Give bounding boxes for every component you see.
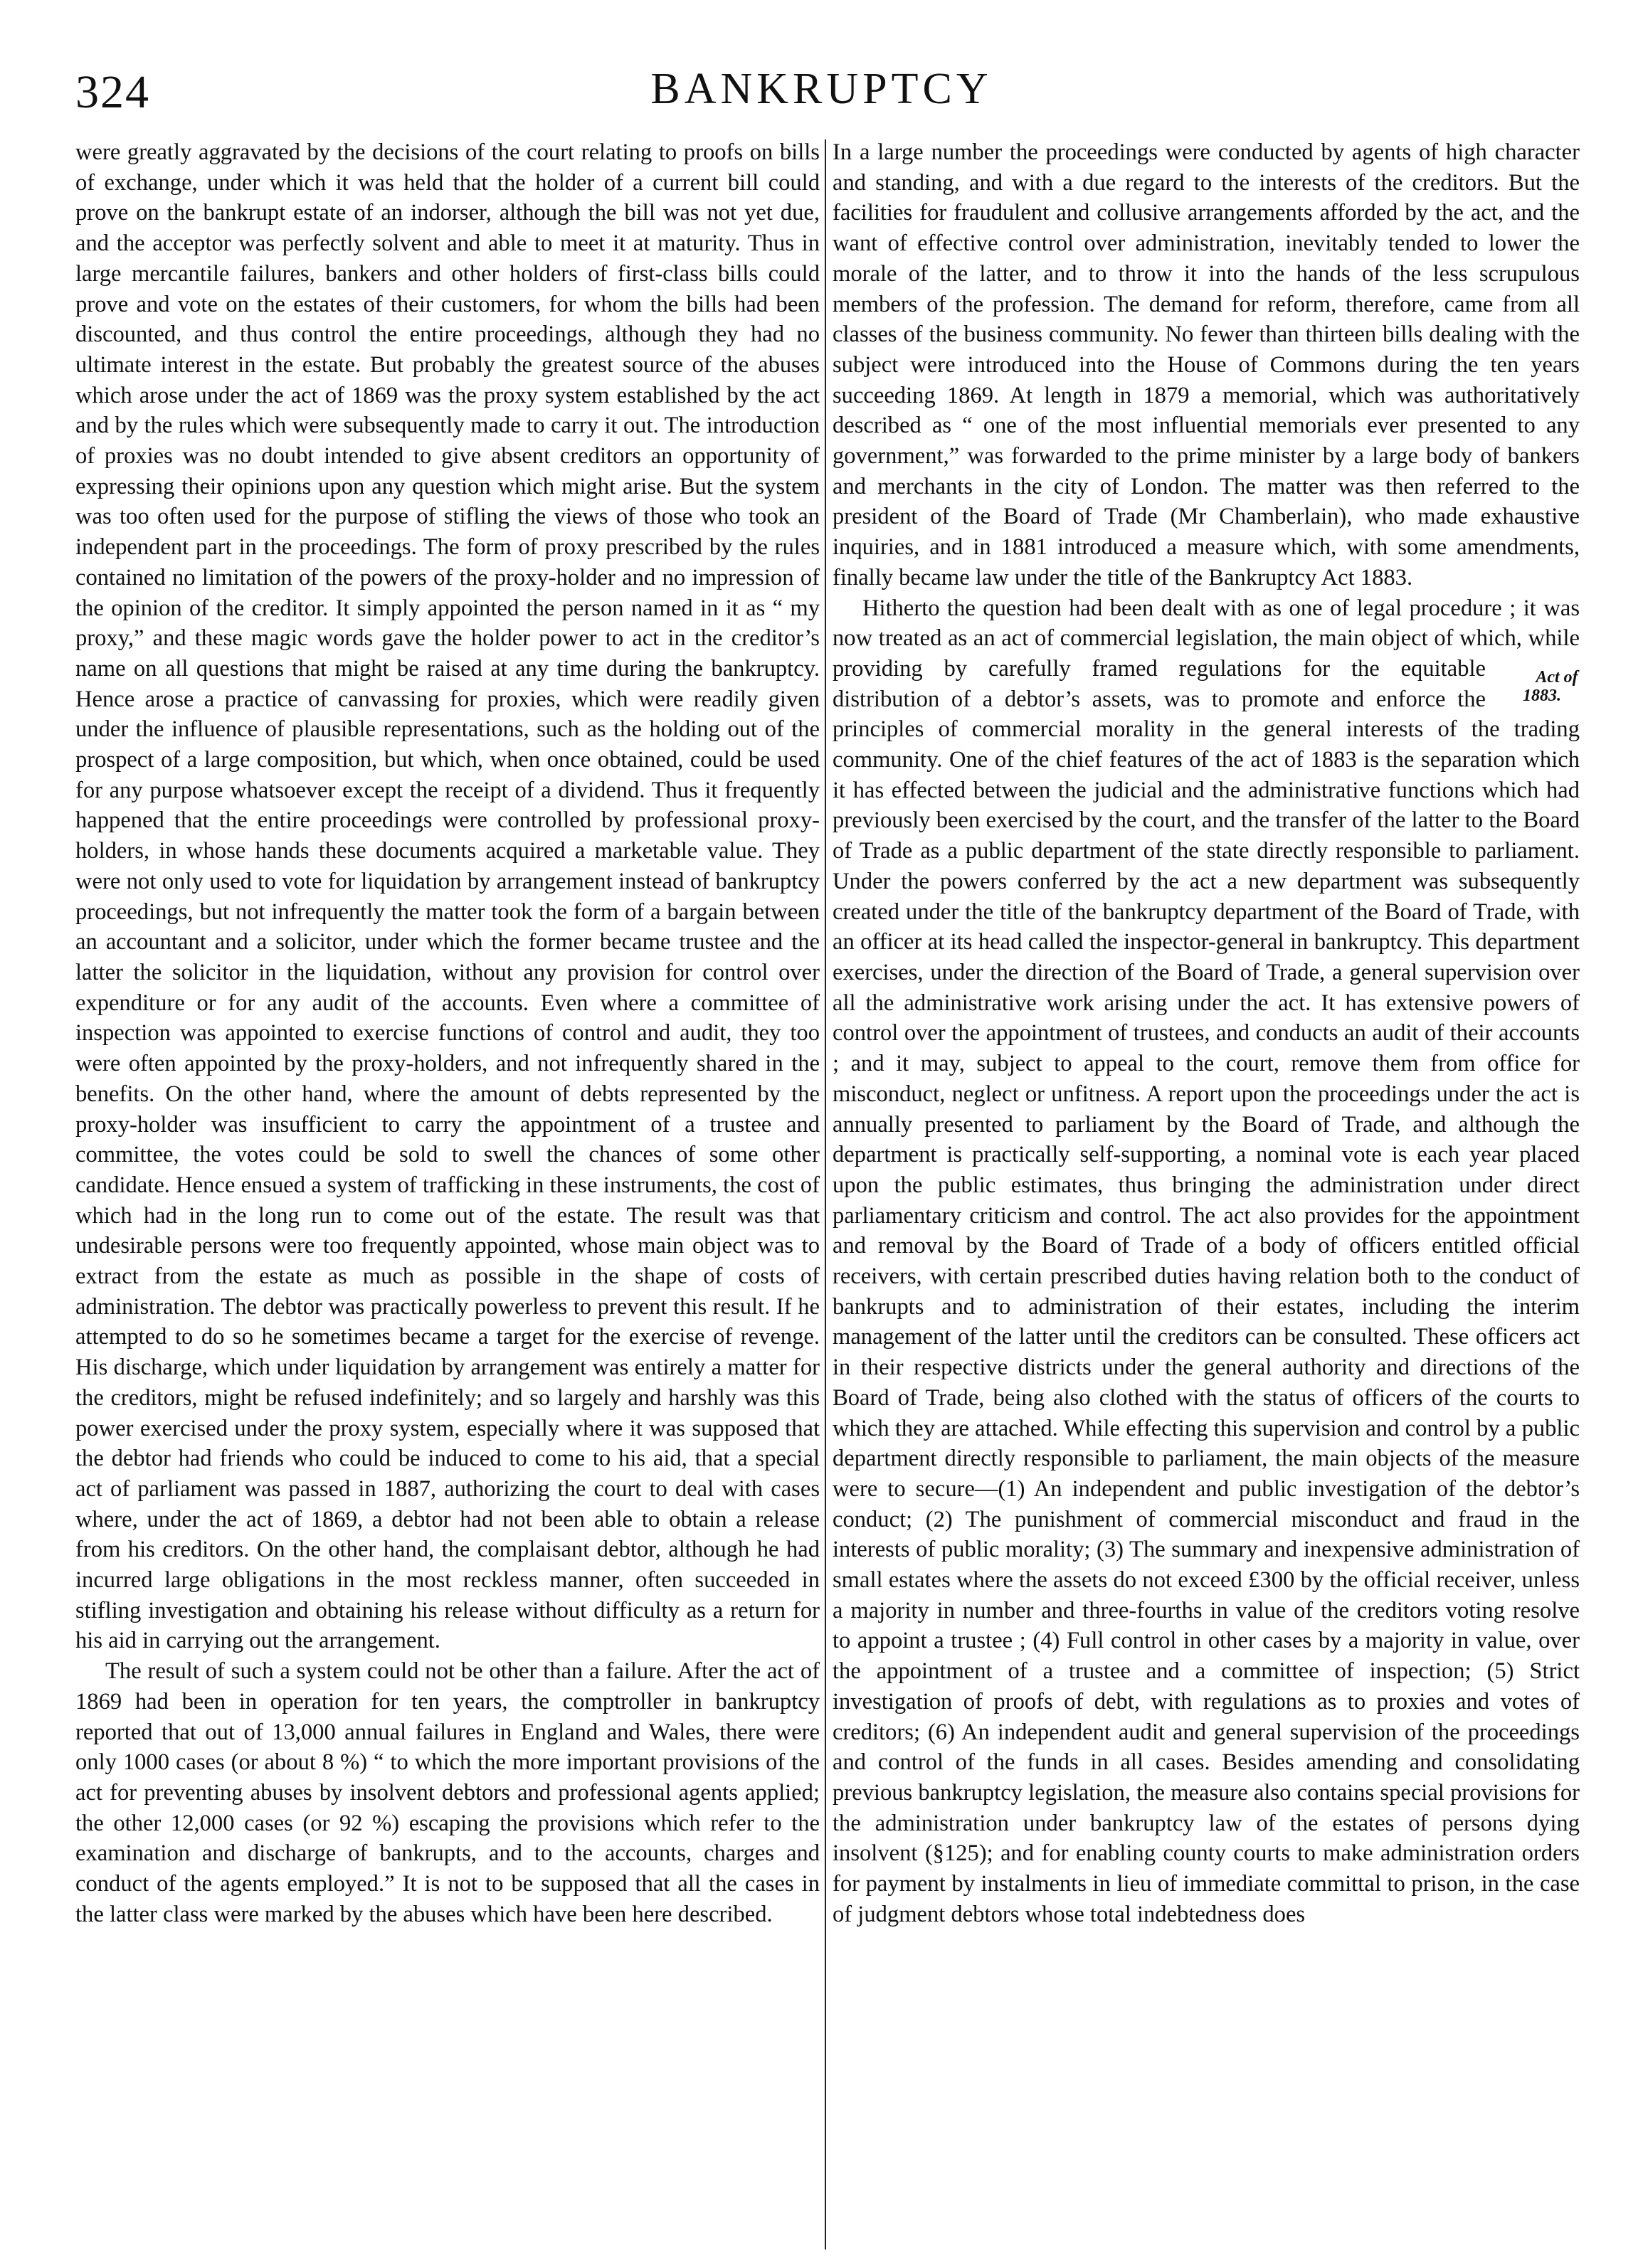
column-divider xyxy=(825,139,826,2250)
margin-note-act-of-1883: Act of 1883. xyxy=(1523,667,1578,705)
right-column xyxy=(833,137,1580,2254)
right-paragraph-1: In a large number the proceedings were conducted by agents of high character and standing, and with a due regard to the interests of the creditors. But the facilities for fraudulent and collusive arrangements afforded by the act, and the want of effective control over administration, inevitably tended to lower the morale of the latter, and to throw it into the hands of the less scrupulous members of the profession. The demand for reform, therefore, came from all classes of the business community. No fewer than thirteen bills dealing with the subject were introduced into the House of Commons during the ten years succeeding 1869. At length in 1879 a memorial, which was authoritatively described as “ one of the most influential memorials ever presented to any government,” was forwarded to the prime minister by a large body of bankers and merchants in the city of London. The matter was then referred to the president of the Board of Trade (Mr Chamberlain), who made exhaustive inquiries, and in 1881 introduced a measure which, with some amendments, finally became law under the title of the Bankruptcy Act 1883. xyxy=(833,139,1580,590)
left-paragraph-2: The result of such a system could not be other than a failure. After the act of 1869 had been in operation for ten years, the comptroller in bankruptcy reported that out of 13,000 annual failures in England and Wales, there were only 1000 cases (or about 8 %) “ to which the more important provisions of the act for preventing abuses by insolvent debtors and professional agents applied; the other 12,000 cases (or 92 %) escaping the provisions which refer to the examination and discharge of bankrupts, and to the accounts, charges and conduct of the agents employed.” It is not to be supposed that all the cases in the latter class were marked by the abuses which have been here described. xyxy=(75,1658,820,1927)
right-paragraph-2-lead: Hitherto the question had been dealt with as one of legal procedure ; it was now treated as an act of commercial legislation, the main object of which, while providing by carefully xyxy=(833,595,1580,682)
right-paragraph-2 xyxy=(833,593,1580,1930)
running-title: BANKRUPTCY xyxy=(650,65,993,113)
left-column xyxy=(75,137,820,2254)
left-paragraph-1: were greatly aggravated by the decisions of the court relating to proofs on bills of exchange, under which it was held that the holder of a current bill could prove on the bankrupt estate of an indorser, although the bill was not yet due, and the acceptor was perfectly solvent and able to meet it at maturity. Thus in large mercantile failures, bankers and other holders of first-class bills could prove and vote on the estates of their customers, for whom the bills had been discounted, and thus control the entire proceedings, although they had no ultimate interest in the estate. But probably the greatest source of the abuses which arose under the act of 1869 was the proxy system established by the act and by the rules which were subsequently made to carry it out. The introduction of proxies was no doubt intended to give absent creditors an opportunity of expressing their opinions upon any question which might arise. But the system was too often used for the purpose of stifling the views of those who took an independent part in the proceedings. The form of proxy prescribed by the rules contained no limitation of the powers of the proxy-holder and no impression of the opinion of the creditor. It simply appointed the person named in it as “ my proxy,” and these magic words gave the holder power to act in the creditor’s name on all questions that might be raised at any time during the bankruptcy. Hence arose a practice of canvassing for proxies, which were readily given under the influence of plausible representations, such as the holding out of the prospect of a large composition, but which, when once obtained, could be used for any purpose whatsoever except the receipt of a dividend. Thus it frequently happened that the entire proceedings were controlled by professional proxy-holders, in whose hands these documents acquired a marketable value. They were not only used to vote for liquidation by arrangement instead of bankruptcy proceedings, but not infrequently the matter took the form of a bargain between an accountant and a solicitor, under which the former became trustee and the latter the solicitor in the liquidation, without any provision for control over expenditure or for any audit of the accounts. Even where a committee of inspection was appointed to exercise functions of control and audit, they too were often appointed by the proxy-holders, and not infrequently shared in the benefits. On the other hand, where the amount of debts represented by the proxy-holder was insufficient to carry the appointment of a trustee and committee, the votes could be sold to swell the chances of some other candidate. Hence ensued a system of trafficking in these instruments, the cost of which had in the long run to come out of the estate. The result was that undesirable persons were too frequently appointed, whose main object was to extract from the estate as much as possible in the shape of costs of administration. The debtor was practically powerless to prevent this result. If he attempted to do so he sometimes became a target for the exercise of revenge. His discharge, which under liquidation by arrangement was entirely a matter for the creditors, might be refused indefinitely; and so largely and harshly was this power exercised under the proxy system, especially where it was supposed that the debtor had friends who could be induced to come to his aid, that a special act of parliament was passed in 1887, authorizing the court to deal with cases where, under the act of 1869, a debtor had not been able to obtain a release from his creditors. On the other hand, the complaisant debtor, although he had incurred large obligations in the most reckless manner, often succeeded in stifling investigation and obtaining his release without difficulty as a return for his aid in carrying out the arrangement. xyxy=(75,139,820,1654)
page-number: 324 xyxy=(75,66,150,118)
right-paragraph-2-rest: framed regulations for the equitable distribution of a debtor’s assets, was to promote and enforce the principles of commercial morality in the general interests of the trading community. One of the chief features of the act of 1883 is the separation which it has effected between the judicial and the administrative functions which had previously been exercised by the court, and the transfer of the latter to the Board of Trade as a public department of the state directly responsible to parliament. Under the powers conferred by the act a new department was subsequently created under the title of the bankruptcy department of the Board of Trade, with an officer at its head called the inspector-general in bankruptcy. This department exercises, under the direction of the Board of Trade, a general supervision over all the administrative work arising under the act. It has extensive powers of control over the appointment of trustees, and conducts an audit of their accounts ; and it may, subject to appeal to the court, remove them from office for misconduct, neglect or unfitness. A report upon the proceedings under the act is annually presented to parliament by the Board of Trade, and although the department is practically self-supporting, a nominal vote is each year placed upon the public estimates, thus bringing the administration under direct parliamentary criticism and control. The act also provides for the appointment and removal by the Board of Trade of a body of officers entitled official receivers, with certain prescribed duties having relation both to the conduct of bankrupts and to administration of their estates, including the interim management of the latter until the creditors can be consulted. These officers act in their respective districts under the general authority and directions of the Board of Trade, being also clothed with the status of officers of the courts to which they are attached. While effecting this supervision and control by a public department directly responsible to parliament, the main objects of the measure were to secure—(1) An independent and public investigation of the debtor’s conduct; (2) The punishment of commercial misconduct and fraud in the interests of public morality; (3) The summary and inexpensive administration of small estates where the assets do not exceed £300 by the official receiver, unless a majority in number and three-fourths in value of the creditors voting resolve to appoint a trustee ; (4) Full control in other cases by a majority in value, over the appointment of a trustee and a committee of inspection; (5) Strict investigation of proofs of debt, with regulations as to proxies and votes of creditors; (6) An independent audit and general supervision of the proceedings and control of the funds in all cases. Besides amending and consolidating previous bankruptcy legislation, the measure also contains special provisions for the administration under bankruptcy law of the estates of persons dying insolvent (§125); and for enabling county courts to make administration orders for payment by instalments in lieu of immediate committal to prison, in the case of judgment debtors whose total indebtedness does xyxy=(833,655,1580,1927)
